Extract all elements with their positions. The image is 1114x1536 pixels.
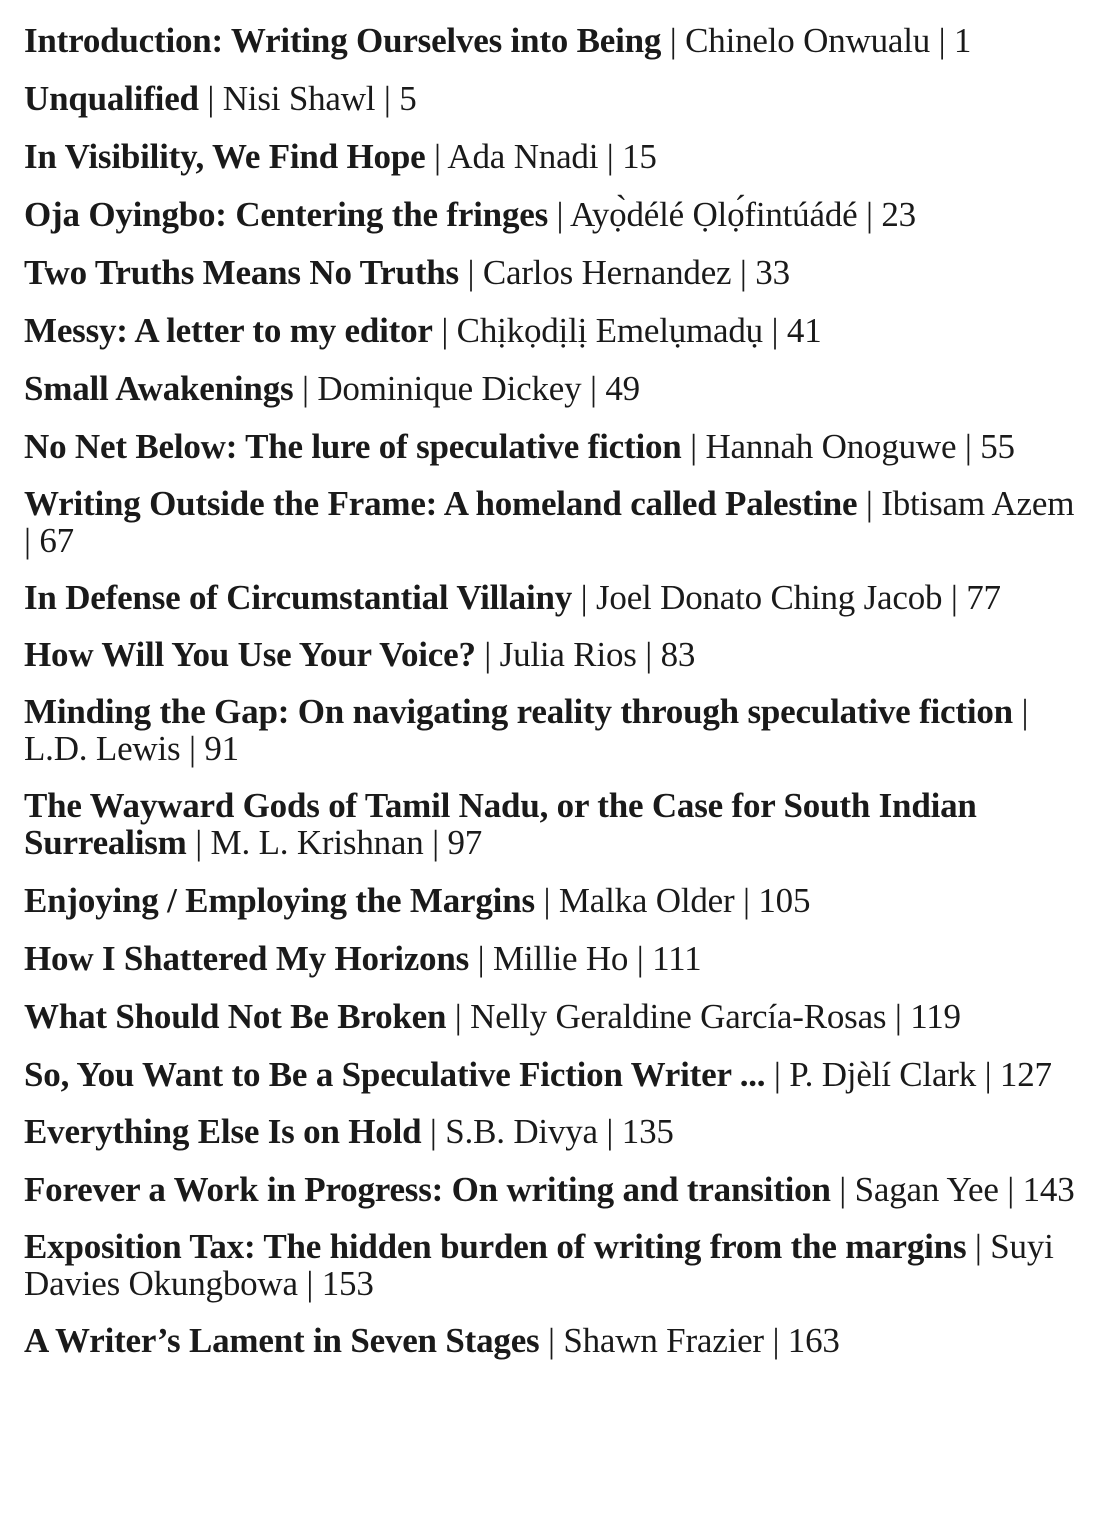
author-page: | Nisi Shawl | 5 — [198, 79, 417, 118]
essay-title: Two Truths Means No Truths — [24, 253, 459, 292]
author-page: | Joel Donato Ching Jacob | 77 — [572, 578, 1001, 617]
author-page: | Suyi Davies Okungbowa | 153 — [24, 1227, 1054, 1303]
toc-entry — [24, 636, 1084, 673]
essay-title: Exposition Tax: The hidden burden of writing from the margins — [24, 1227, 967, 1266]
toc-entry — [24, 485, 1084, 559]
essay-title: What Should Not Be Broken — [24, 997, 447, 1036]
author-page: | Chịkọdịlị Emelụmadụ | 41 — [432, 311, 822, 350]
essay-title: How Will You Use Your Voice? — [24, 635, 476, 674]
toc-entry — [24, 428, 1084, 465]
author-page: | Ada Nnadi | 15 — [425, 137, 657, 176]
toc-entry — [24, 1228, 1084, 1302]
essay-title: Forever a Work in Progress: On writing and transition — [24, 1170, 831, 1209]
toc-entry — [24, 693, 1084, 767]
toc-entry — [24, 1171, 1084, 1208]
table-of-contents — [24, 22, 1084, 1359]
author-page: | Millie Ho | 111 — [469, 939, 702, 978]
toc-entry — [24, 882, 1084, 919]
essay-title: In Visibility, We Find Hope — [24, 137, 426, 176]
toc-entry — [24, 787, 1084, 861]
essay-title: Messy: A letter to my editor — [24, 311, 433, 350]
essay-title: So, You Want to Be a Speculative Fiction Writer ... — [24, 1055, 766, 1094]
toc-entry — [24, 80, 1084, 117]
essay-title: Enjoying / Employing the Margins — [24, 881, 535, 920]
essay-title: No Net Below: The lure of speculative fiction — [24, 427, 682, 466]
author-page: | M. L. Krishnan | 97 — [186, 823, 483, 862]
toc-entry — [24, 940, 1084, 977]
essay-title: The Wayward Gods of Tamil Nadu, or the Case for South Indian Surrealism — [24, 786, 977, 862]
toc-entry — [24, 998, 1084, 1035]
toc-entry — [24, 196, 1084, 233]
essay-title: Introduction: Writing Ourselves into Being — [24, 21, 662, 60]
author-page: | Ibtisam Azem | 67 — [24, 484, 1075, 560]
author-page: | Hannah Onoguwe | 55 — [681, 427, 1015, 466]
author-page: | Ayọ̀délé Ọlọ́fintúádé | 23 — [548, 195, 916, 234]
toc-entry — [24, 254, 1084, 291]
toc-entry — [24, 312, 1084, 349]
author-page: | Shawn Frazier | 163 — [539, 1321, 840, 1360]
author-page: | Dominique Dickey | 49 — [293, 369, 640, 408]
essay-title: Minding the Gap: On navigating reality through speculative fiction — [24, 692, 1013, 731]
author-page: | P. Djèlí Clark | 127 — [765, 1055, 1052, 1094]
toc-entry — [24, 1056, 1084, 1093]
toc-entry — [24, 579, 1084, 616]
toc-entry — [24, 370, 1084, 407]
author-page: | Chinelo Onwualu | 1 — [661, 21, 972, 60]
essay-title: How I Shattered My Horizons — [24, 939, 470, 978]
author-page: | Carlos Hernandez | 33 — [458, 253, 790, 292]
essay-title: A Writer’s Lament in Seven Stages — [24, 1321, 540, 1360]
author-page: | Nelly Geraldine García-Rosas | 119 — [446, 997, 961, 1036]
toc-entry — [24, 1322, 1084, 1359]
essay-title: In Defense of Circumstantial Villainy — [24, 578, 573, 617]
author-page: | Julia Rios | 83 — [475, 635, 696, 674]
essay-title: Everything Else Is on Hold — [24, 1112, 422, 1151]
toc-entry — [24, 138, 1084, 175]
author-page: | Malka Older | 105 — [534, 881, 811, 920]
author-page: | Sagan Yee | 143 — [830, 1170, 1075, 1209]
essay-title: Oja Oyingbo: Centering the fringes — [24, 195, 548, 234]
essay-title: Small Awakenings — [24, 369, 294, 408]
author-page: | L.D. Lewis | 91 — [24, 692, 1029, 768]
toc-entry — [24, 22, 1084, 59]
essay-title: Writing Outside the Frame: A homeland called Palestine — [24, 484, 858, 523]
toc-entry — [24, 1113, 1084, 1150]
essay-title: Unqualified — [24, 79, 199, 118]
author-page: | S.B. Divya | 135 — [421, 1112, 674, 1151]
